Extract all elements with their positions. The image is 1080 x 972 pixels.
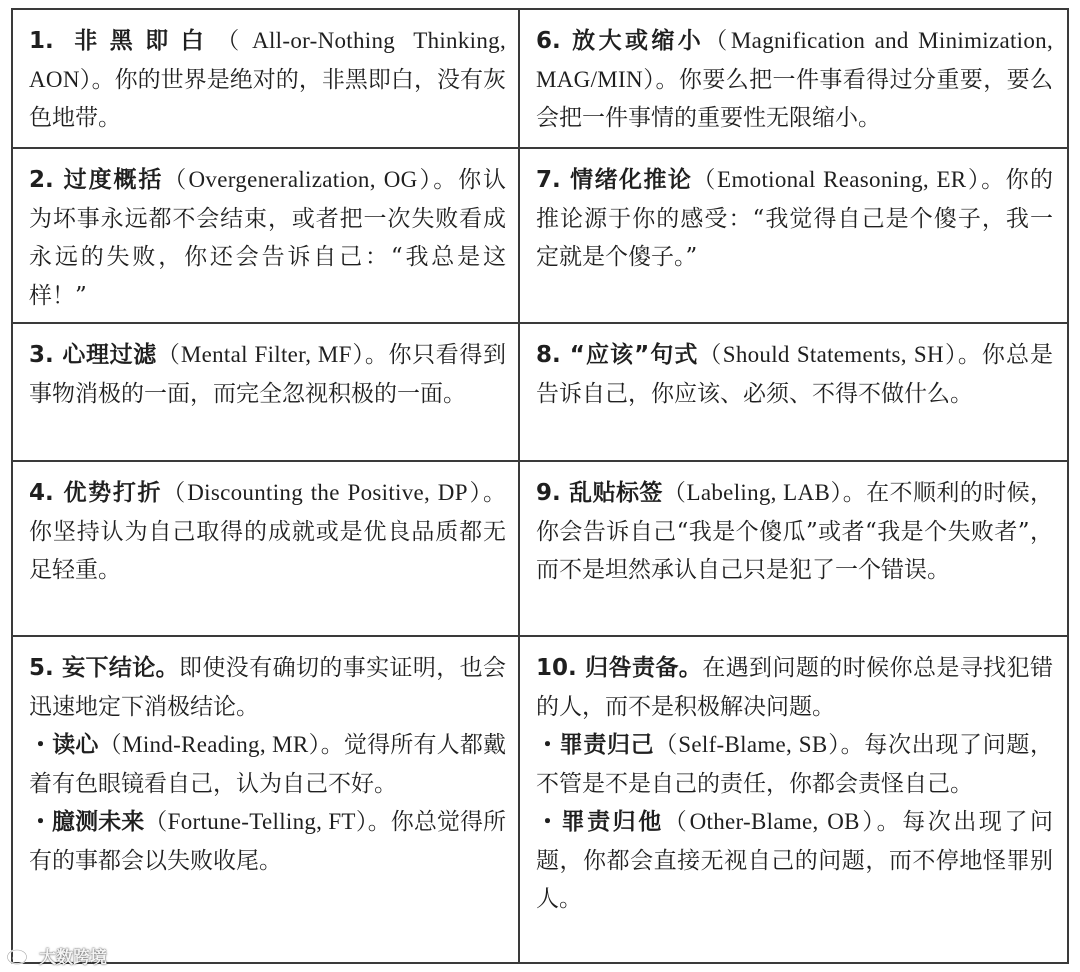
sub-item-english-term: （Self-Blame, SB）: [654, 732, 841, 757]
cell-title: 10. 归咎责备。: [536, 655, 703, 681]
cell-english-term: （Mental Filter, MF）: [156, 342, 365, 367]
sub-item-english-term: （Mind-Reading, MR）: [98, 732, 321, 757]
table-cell-9: [520, 462, 1067, 637]
table-cell-1: [13, 10, 520, 149]
cell-title: 1. 非黑即白: [29, 28, 217, 54]
cell-english-term: （Discounting the Positive, DP）: [162, 480, 484, 505]
cell-english-term: （Labeling, LAB）: [662, 480, 843, 505]
table-cell-5: [13, 637, 520, 962]
sub-item-english-term: （Fortune-Telling, FT）: [144, 809, 368, 834]
sub-item-other-blame: [536, 803, 1053, 919]
sub-item-fortune-telling: [29, 803, 506, 880]
sub-item-description: 。你总觉得所有的事都会以失败收尾。: [29, 809, 507, 874]
sub-item-title: ・读心: [29, 732, 99, 758]
cell-english-term: （Should Statements, SH）: [698, 342, 958, 367]
cell-english-term: （Overgeneralization, OG）: [163, 167, 434, 192]
cell-description: 即使没有确切的事实证明，也会迅速地定下消极结论。: [29, 655, 507, 720]
sub-item-english-term: （Other-Blame, OB）: [663, 809, 877, 834]
cell-english-term: （Magnification and Minimization, MAG/MIN）: [536, 28, 1054, 92]
watermark-text: 大数跨境: [39, 947, 107, 968]
cell-description: 。在不顺利的时候，你会告诉自己“我是个傻瓜”或者“我是个失败者”，而不是坦然承认自己只是犯了一个错误。: [536, 480, 1054, 583]
sub-item-description: 。觉得所有人都戴着有色眼镜看自己，认为自己不好。: [29, 732, 507, 797]
table-cell-6: [520, 10, 1067, 149]
cell-title: 9. 乱贴标签: [536, 480, 663, 506]
cell-title: 3. 心理过滤: [29, 342, 157, 368]
weibo-logo-icon: [6, 944, 36, 966]
cell-title: 8. “应该”句式: [536, 342, 699, 368]
cell-english-term: （All-or-Nothing Thinking, AON）: [29, 28, 507, 92]
cell-description: 。你坚持认为自己取得的成就或是优良品质都无足轻重。: [29, 480, 507, 583]
sub-item-self-blame: [536, 726, 1053, 803]
table-cell-7: [520, 149, 1067, 324]
table-cell-8: [520, 324, 1067, 462]
cell-title: 6. 放大或缩小: [536, 28, 705, 54]
sub-item-description: 。每次出现了问题，不管是不是自己的责任，你都会责怪自己。: [536, 732, 1053, 797]
cell-description: 在遇到问题的时候你总是寻找犯错的人，而不是积极解决问题。: [536, 655, 1053, 720]
watermark: [6, 942, 107, 968]
cell-english-term: （Emotional Reasoning, ER）: [692, 167, 982, 192]
cell-description: 。你只看得到事物消极的一面，而完全忽视积极的一面。: [29, 342, 507, 407]
cell-description: 。你认为坏事永远都不会结束，或者把一次失败看成永远的失败，你还会告诉自己：“我总是这样！”: [29, 167, 507, 309]
cell-title: 7. 情绪化推论: [536, 167, 693, 193]
table-cell-3: [13, 324, 520, 462]
sub-item-description: 。每次出现了问题，你都会直接无视自己的问题，而不停地怪罪别人。: [536, 809, 1054, 912]
cognitive-distortions-table: [11, 8, 1069, 964]
table-cell-2: [13, 149, 520, 324]
table-cell-4: [13, 462, 520, 637]
cell-description: 。你的推论源于你的感受：“我觉得自己是个傻子，我一定就是个傻子。”: [536, 167, 1053, 270]
cell-description: 。你的世界是绝对的，非黑即白，没有灰色地带。: [29, 66, 507, 131]
sub-item-title: ・罪责归他: [536, 809, 664, 835]
cell-title: 5. 妄下结论。: [29, 655, 180, 681]
cell-description: 。你总是告诉自己，你应该、必须、不得不做什么。: [536, 342, 1053, 407]
cell-title: 4. 优势打折: [29, 480, 163, 506]
sub-item-title: ・臆测未来: [29, 809, 145, 835]
table-cell-10: [520, 637, 1067, 962]
sub-item-title: ・罪责归己: [536, 732, 655, 758]
sub-item-mind-reading: [29, 726, 506, 803]
cell-description: 。你要么把一件事看得过分重要，要么会把一件事情的重要性无限缩小。: [536, 66, 1053, 131]
cell-title: 2. 过度概括: [29, 167, 164, 193]
